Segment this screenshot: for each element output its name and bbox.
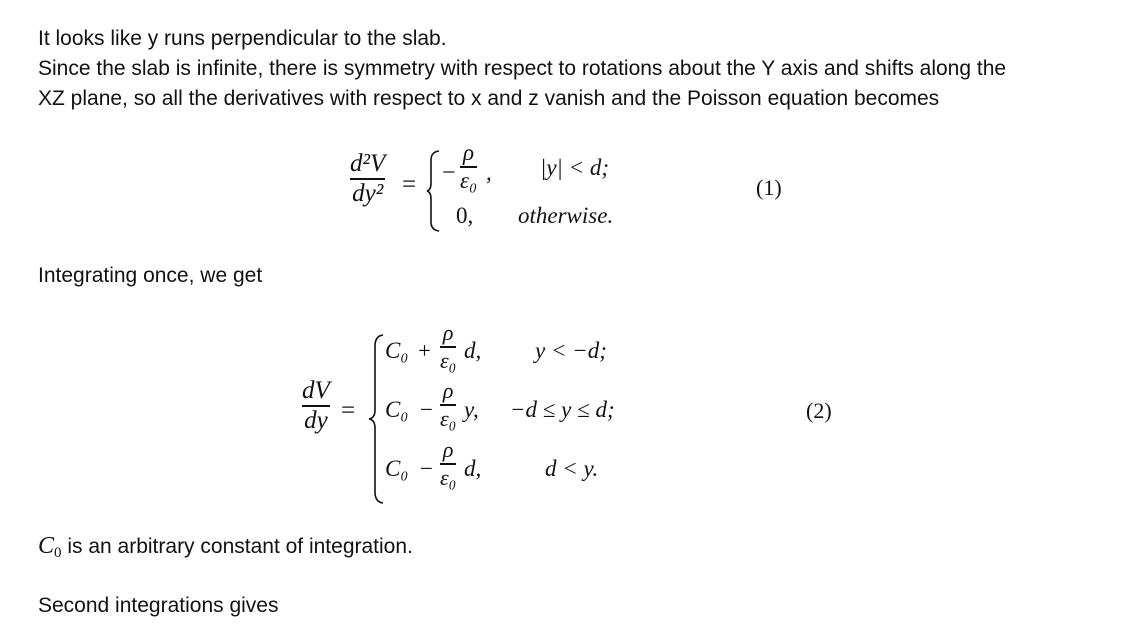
- eq2-number: (2): [806, 398, 832, 423]
- eq1-lhs-denominator: dy²: [352, 179, 384, 207]
- eq1-case2-value: 0,: [456, 203, 474, 228]
- text-second-integration: Second integrations gives: [38, 594, 279, 617]
- eq1-case1-fraction: [460, 140, 477, 194]
- eq1-case2-condition: otherwise.: [518, 203, 614, 228]
- eq2-case3-denominator: ε₀: [440, 464, 457, 490]
- eq2-case1-tail: d,: [464, 338, 482, 363]
- eq2-lhs-numerator: dV: [302, 377, 330, 404]
- eq2-equals: =: [341, 397, 356, 424]
- eq2-case2-tail: y,: [464, 397, 479, 422]
- text-integrating-once: Integrating once, we get: [38, 264, 263, 287]
- eq2-case1-condition: y < −d;: [535, 338, 607, 363]
- eq2-lhs-denominator: dy: [304, 406, 328, 434]
- eq1-left-brace: [426, 150, 440, 232]
- text-line-2: Since the slab is infinite, there is symmetry with respect to rotations about the Y axis and shifts along the: [38, 57, 1007, 80]
- eq2-lhs-fraction: [302, 377, 330, 435]
- eq2-case3-numerator: ρ: [442, 437, 454, 462]
- text-c0-sentence: [38, 531, 413, 568]
- eq1-lhs-fraction: [350, 150, 385, 208]
- eq1-case1-numerator: ρ: [463, 140, 475, 165]
- eq1-case1-comma: ,: [486, 160, 492, 185]
- text-line-1: It looks like y runs perpendicular to the slab.: [38, 27, 447, 50]
- text-line-3: XZ plane, so all the derivatives with respect to x and z vanish and the Poisson equation becomes: [38, 87, 940, 110]
- eq2-case2-numerator: ρ: [442, 378, 454, 403]
- c0-symbol: C: [38, 533, 55, 559]
- eq2-case3-minus: −: [420, 456, 433, 481]
- c0-sentence-rest: is an arbitrary constant of integration.: [61, 535, 413, 558]
- eq1-case1-condition: |y| < d;: [540, 155, 610, 180]
- eq2-case2-minus: −: [420, 397, 433, 422]
- eq2-left-brace: [368, 334, 384, 504]
- eq2-case2-fraction: [440, 378, 456, 432]
- eq1-number: (1): [756, 175, 782, 200]
- eq1-case1-minus: −: [442, 160, 456, 186]
- eq2-case3-condition: d < y.: [545, 456, 599, 481]
- c0-subscript: 0: [54, 545, 62, 561]
- eq2-case1-c0: C₀: [385, 338, 409, 363]
- eq2-case1-fraction: [440, 320, 456, 374]
- eq2-case1-numerator: ρ: [442, 320, 454, 345]
- eq2-case3-c0: C₀: [385, 456, 409, 481]
- eq2-case2-denominator: ε₀: [440, 405, 457, 431]
- eq2-case1-denominator: ε₀: [440, 347, 457, 373]
- eq2-case1-plus: +: [418, 338, 431, 363]
- eq1-equals: =: [402, 171, 417, 198]
- eq2-case2-condition: −d ≤ y ≤ d;: [510, 397, 615, 422]
- eq2-case3-fraction: [440, 437, 456, 491]
- eq1-lhs-numerator: d²V: [350, 150, 386, 177]
- eq1-case1-denominator: ε₀: [460, 167, 478, 193]
- eq2-case3-tail: d,: [464, 456, 482, 481]
- eq2-case2-c0: C₀: [385, 397, 409, 422]
